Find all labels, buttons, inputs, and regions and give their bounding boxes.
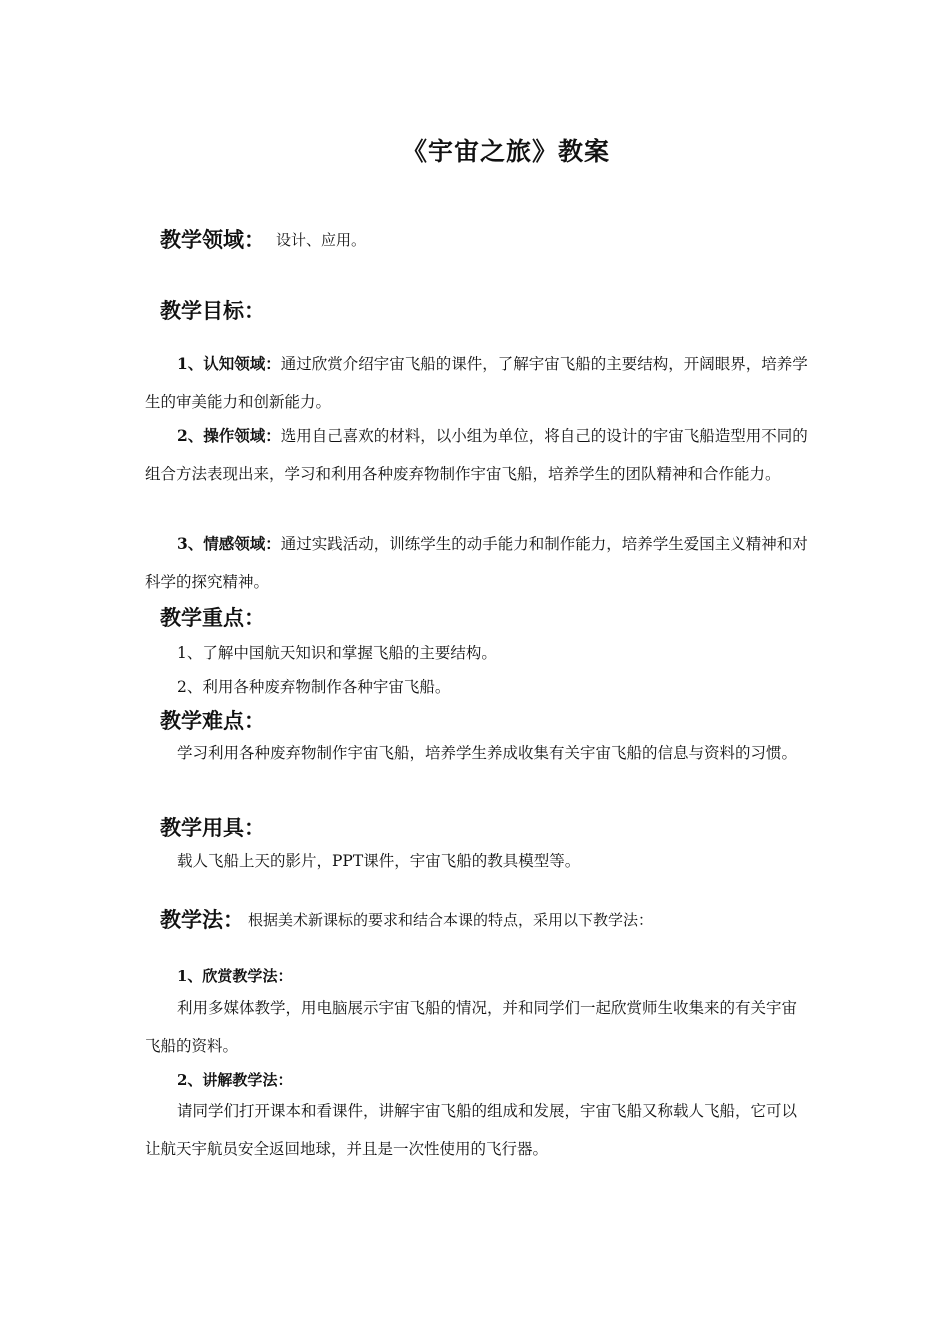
- difficulties-heading: 教学难点：: [160, 708, 265, 733]
- goal-item-1: [145, 345, 810, 421]
- key-point-item: 1、了解中国航天知识和掌握飞船的主要结构。: [177, 644, 497, 662]
- tools-text: 载人飞船上天的影片，PPT课件，宇宙飞船的教具模型等。: [177, 852, 581, 870]
- key-point-item: 2、利用各种废弃物制作各种宇宙飞船。: [177, 678, 451, 696]
- methods-text: 根据美术新课标的要求和结合本课的特点，采用以下教学法：: [248, 911, 654, 929]
- goal-item-label: 3、情感领域：: [177, 534, 281, 553]
- tools-heading: 教学用具：: [160, 815, 265, 840]
- goal-item-text: 通过欣赏介绍宇宙飞船的课件，了解宇宙飞船的主要结构，开阔眼界，培养学生的审美能力和创新能力。: [145, 355, 808, 411]
- goal-item-2: [145, 417, 810, 493]
- goals-heading: 教学目标：: [160, 298, 265, 323]
- method-text-1: 利用多媒体教学，用电脑展示宇宙飞船的情况，并和同学们一起欣赏师生收集来的有关宇宙飞船的资料。: [145, 999, 798, 1055]
- domain-text: 设计、应用。: [276, 231, 367, 249]
- method-label-2: 2、讲解教学法：: [177, 1071, 293, 1089]
- goal-item-label: 2、操作领域：: [177, 426, 281, 445]
- goal-item-text: 通过实践活动，训练学生的动手能力和制作能力，培养学生爱国主义精神和对科学的探究精神。: [145, 535, 808, 591]
- goal-item-label: 1、认知领域：: [177, 354, 281, 373]
- method-label-1: 1、欣赏教学法：: [177, 967, 293, 985]
- key-points-heading: 教学重点：: [160, 605, 265, 630]
- document-title: 《宇宙之旅》教案: [401, 137, 610, 166]
- difficulties-text: 学习利用各种废弃物制作宇宙飞船，培养学生养成收集有关宇宙飞船的信息与资料的习惯。: [177, 744, 798, 762]
- goal-item-text: 选用自己喜欢的材料，以小组为单位，将自己的设计的宇宙飞船造型用不同的组合方法表现出来，学习和利用各种废弃物制作宇宙飞船，培养学生的团队精神和合作能力。: [145, 427, 808, 483]
- goal-item-3: [145, 525, 810, 601]
- domain-heading: 教学领域：: [160, 227, 265, 252]
- methods-heading: 教学法：: [160, 907, 244, 932]
- method-text-2: 请同学们打开课本和看课件，讲解宇宙飞船的组成和发展，宇宙飞船又称载人飞船，它可以让航天宇航员安全返回地球，并且是一次性使用的飞行器。: [145, 1102, 798, 1158]
